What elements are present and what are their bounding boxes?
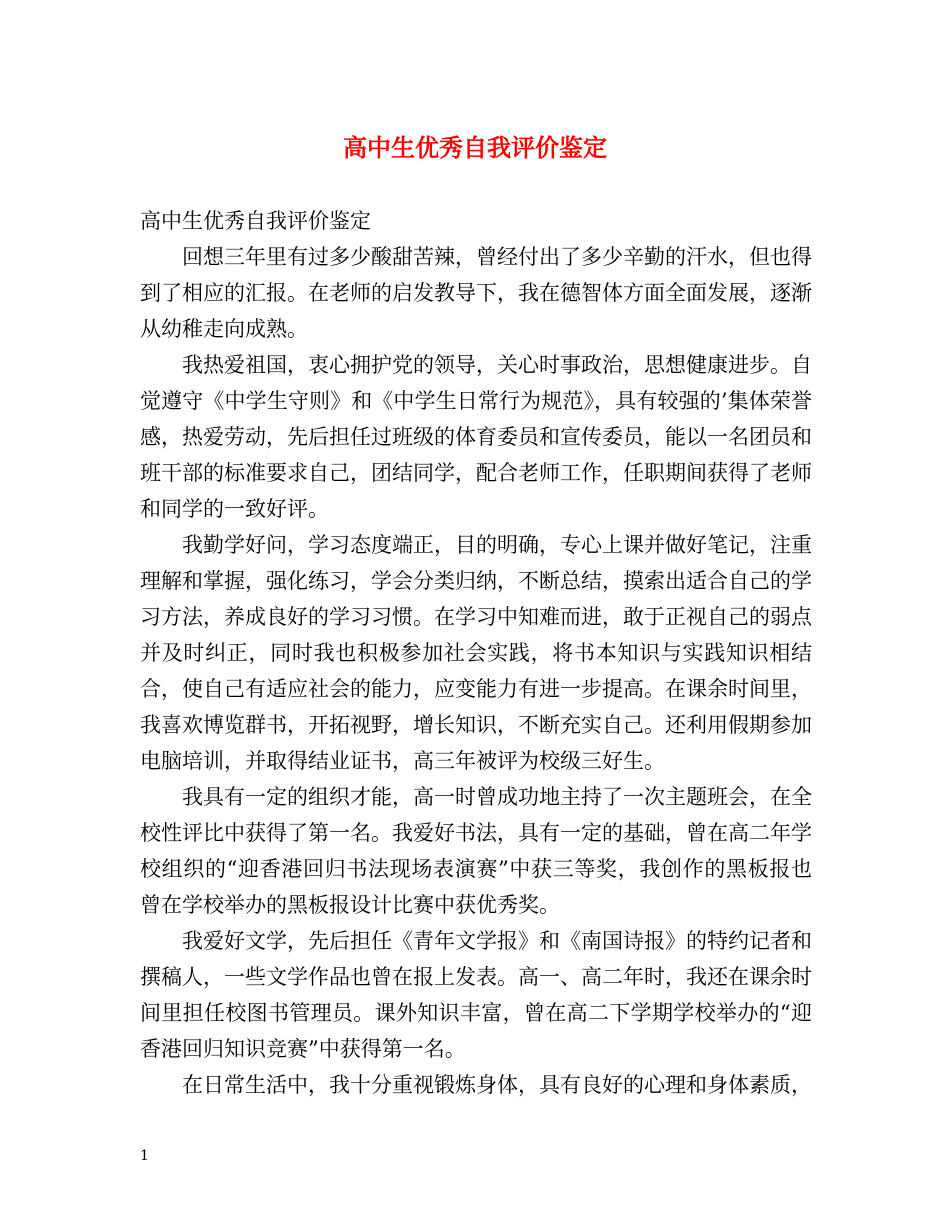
page-number: 1 [140, 1148, 149, 1164]
paragraph: 我勤学好问，学习态度端正，目的明确，专心上课并做好笔记，注重理解和掌握，强化练习，学会分类归纳，不断总结，摸索出适合自己的学习方法，养成良好的学习习惯。在学习中知难而进，敢于正视自己的弱点并及时纠正，同时我也积极参加社会实践，将书本知识与实践知识相结合，使自己有适应社会的能力，应变能力有进一步提高。在课余时间里，我喜欢博览群书，开拓视野，增长知识，不断充实自己。还利用假期参加电脑培训，并取得结业证书，高三年被评为校级三好生。 [140, 533, 812, 773]
paragraph: 在日常生活中，我十分重视锻炼身体，具有良好的心理和身体素质， [182, 1073, 812, 1097]
paragraph: 我爱好文学，先后担任《青年文学报》和《南国诗报》的特约记者和撰稿人，一些文学作品也曾在报上发表。高一、高二年时，我还在课余时间里担任校图书管理员。课外知识丰富，曾在高二下学期学校举办的“迎香港回归知识竞赛”中获得第一名。 [140, 929, 812, 1061]
document-subtitle: 高中生优秀自我评价鉴定 [140, 209, 371, 233]
paragraph: 回想三年里有过多少酸甜苦辣，曾经付出了多少辛勤的汗水，但也得到了相应的汇报。在老师的启发教导下，我在德智体方面全面发展，逐渐从幼稚走向成熟。 [140, 245, 812, 341]
document-title: 高中生优秀自我评价鉴定 [343, 133, 607, 162]
document-body [140, 203, 812, 1103]
paragraph: 我热爱祖国，衷心拥护党的领导，关心时事政治，思想健康进步。自觉遵守《中学生守则》和《中学生日常行为规范》，具有较强的’集体荣誉感，热爱劳动，先后担任过班级的体育委员和宣传委员，能以一名团员和班干部的标准要求自己，团结同学，配合老师工作，任职期间获得了老师和同学的一致好评。 [140, 353, 812, 521]
paragraph: 我具有一定的组织才能，高一时曾成功地主持了一次主题班会，在全校性评比中获得了第一名。我爱好书法，具有一定的基础，曾在高二年学校组织的“迎香港回归书法现场表演赛”中获三等奖，我创作的黑板报也曾在学校举办的黑板报设计比赛中获优秀奖。 [140, 785, 812, 917]
